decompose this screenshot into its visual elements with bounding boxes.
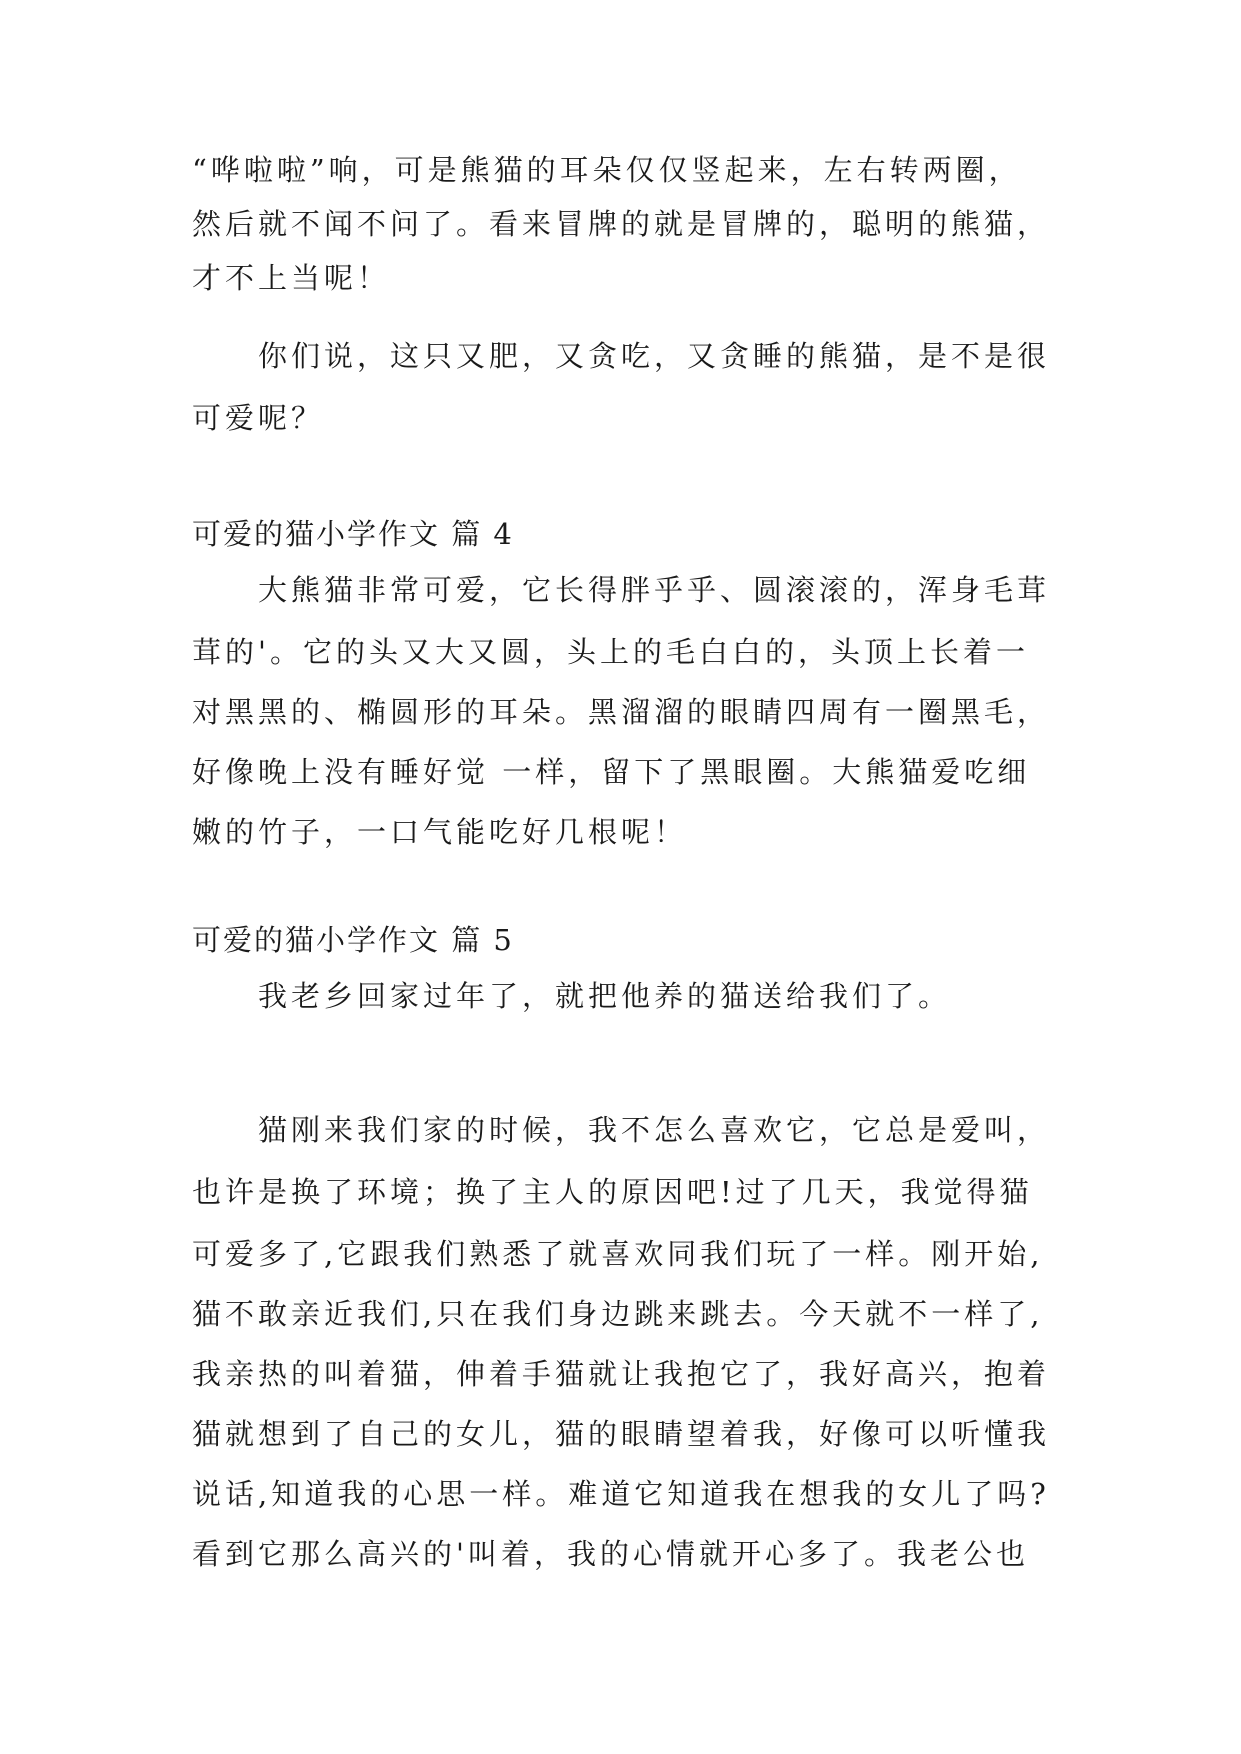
paragraph-line: 你们说，这只又肥，又贪吃，又贪睡的熊猫，是不是很 bbox=[258, 339, 1051, 373]
paragraph-line: 对黑黑的、椭圆形的耳朵。黑溜溜的眼睛四周有一圈黑毛， bbox=[192, 695, 1051, 729]
paragraph-line: 然后就不闻不问了。看来冒牌的就是冒牌的，聪明的熊猫， bbox=[192, 207, 1051, 241]
paragraph-line: 猫就想到了自己的女儿，猫的眼睛望着我，好像可以听懂我 bbox=[192, 1417, 1051, 1451]
paragraph-line: 可爱呢？ bbox=[192, 401, 325, 435]
paragraph-line: “哗啦啦”响，可是熊猫的耳朵仅仅竖起来，左右转两圈， bbox=[192, 153, 1022, 187]
paragraph-line: 猫刚来我们家的时候，我不怎么喜欢它，它总是爱叫， bbox=[258, 1113, 1051, 1147]
paragraph-line: 好像晚上没有睡好觉 一样，留下了黑眼圈。大熊猫爱吃细 bbox=[192, 755, 1031, 789]
section-heading: 可爱的猫小学作文 篇 4 bbox=[192, 517, 514, 551]
paragraph-line: 才不上当呢！ bbox=[192, 261, 391, 295]
paragraph-line: 大熊猫非常可爱，它长得胖乎乎、圆滚滚的，浑身毛茸 bbox=[258, 573, 1051, 607]
paragraph-line: 也许是换了环境；换了主人的原因吧!过了几天，我觉得猫 bbox=[192, 1175, 1033, 1209]
paragraph-line: 我老乡回家过年了，就把他养的猫送给我们了。 bbox=[258, 979, 952, 1013]
paragraph-line: 嫩的竹子，一口气能吃好几根呢！ bbox=[192, 815, 688, 849]
paragraph-line: 可爱多了,它跟我们熟悉了就喜欢同我们玩了一样。刚开始, bbox=[192, 1237, 1044, 1271]
section-heading: 可爱的猫小学作文 篇 5 bbox=[192, 923, 514, 957]
paragraph-line: 猫不敢亲近我们,只在我们身边跳来跳去。今天就不一样了, bbox=[192, 1297, 1044, 1331]
paragraph-line: 说话,知道我的心思一样。难道它知道我在想我的女儿了吗? bbox=[192, 1477, 1050, 1511]
paragraph-line: 我亲热的叫着猫，伸着手猫就让我抱它了，我好高兴，抱着 bbox=[192, 1357, 1051, 1391]
paragraph-line: 茸的'。它的头又大又圆，头上的毛白白的，头顶上长着一 bbox=[192, 635, 1029, 669]
paragraph-line: 看到它那么高兴的'叫着，我的心情就开心多了。我老公也 bbox=[192, 1537, 1029, 1571]
